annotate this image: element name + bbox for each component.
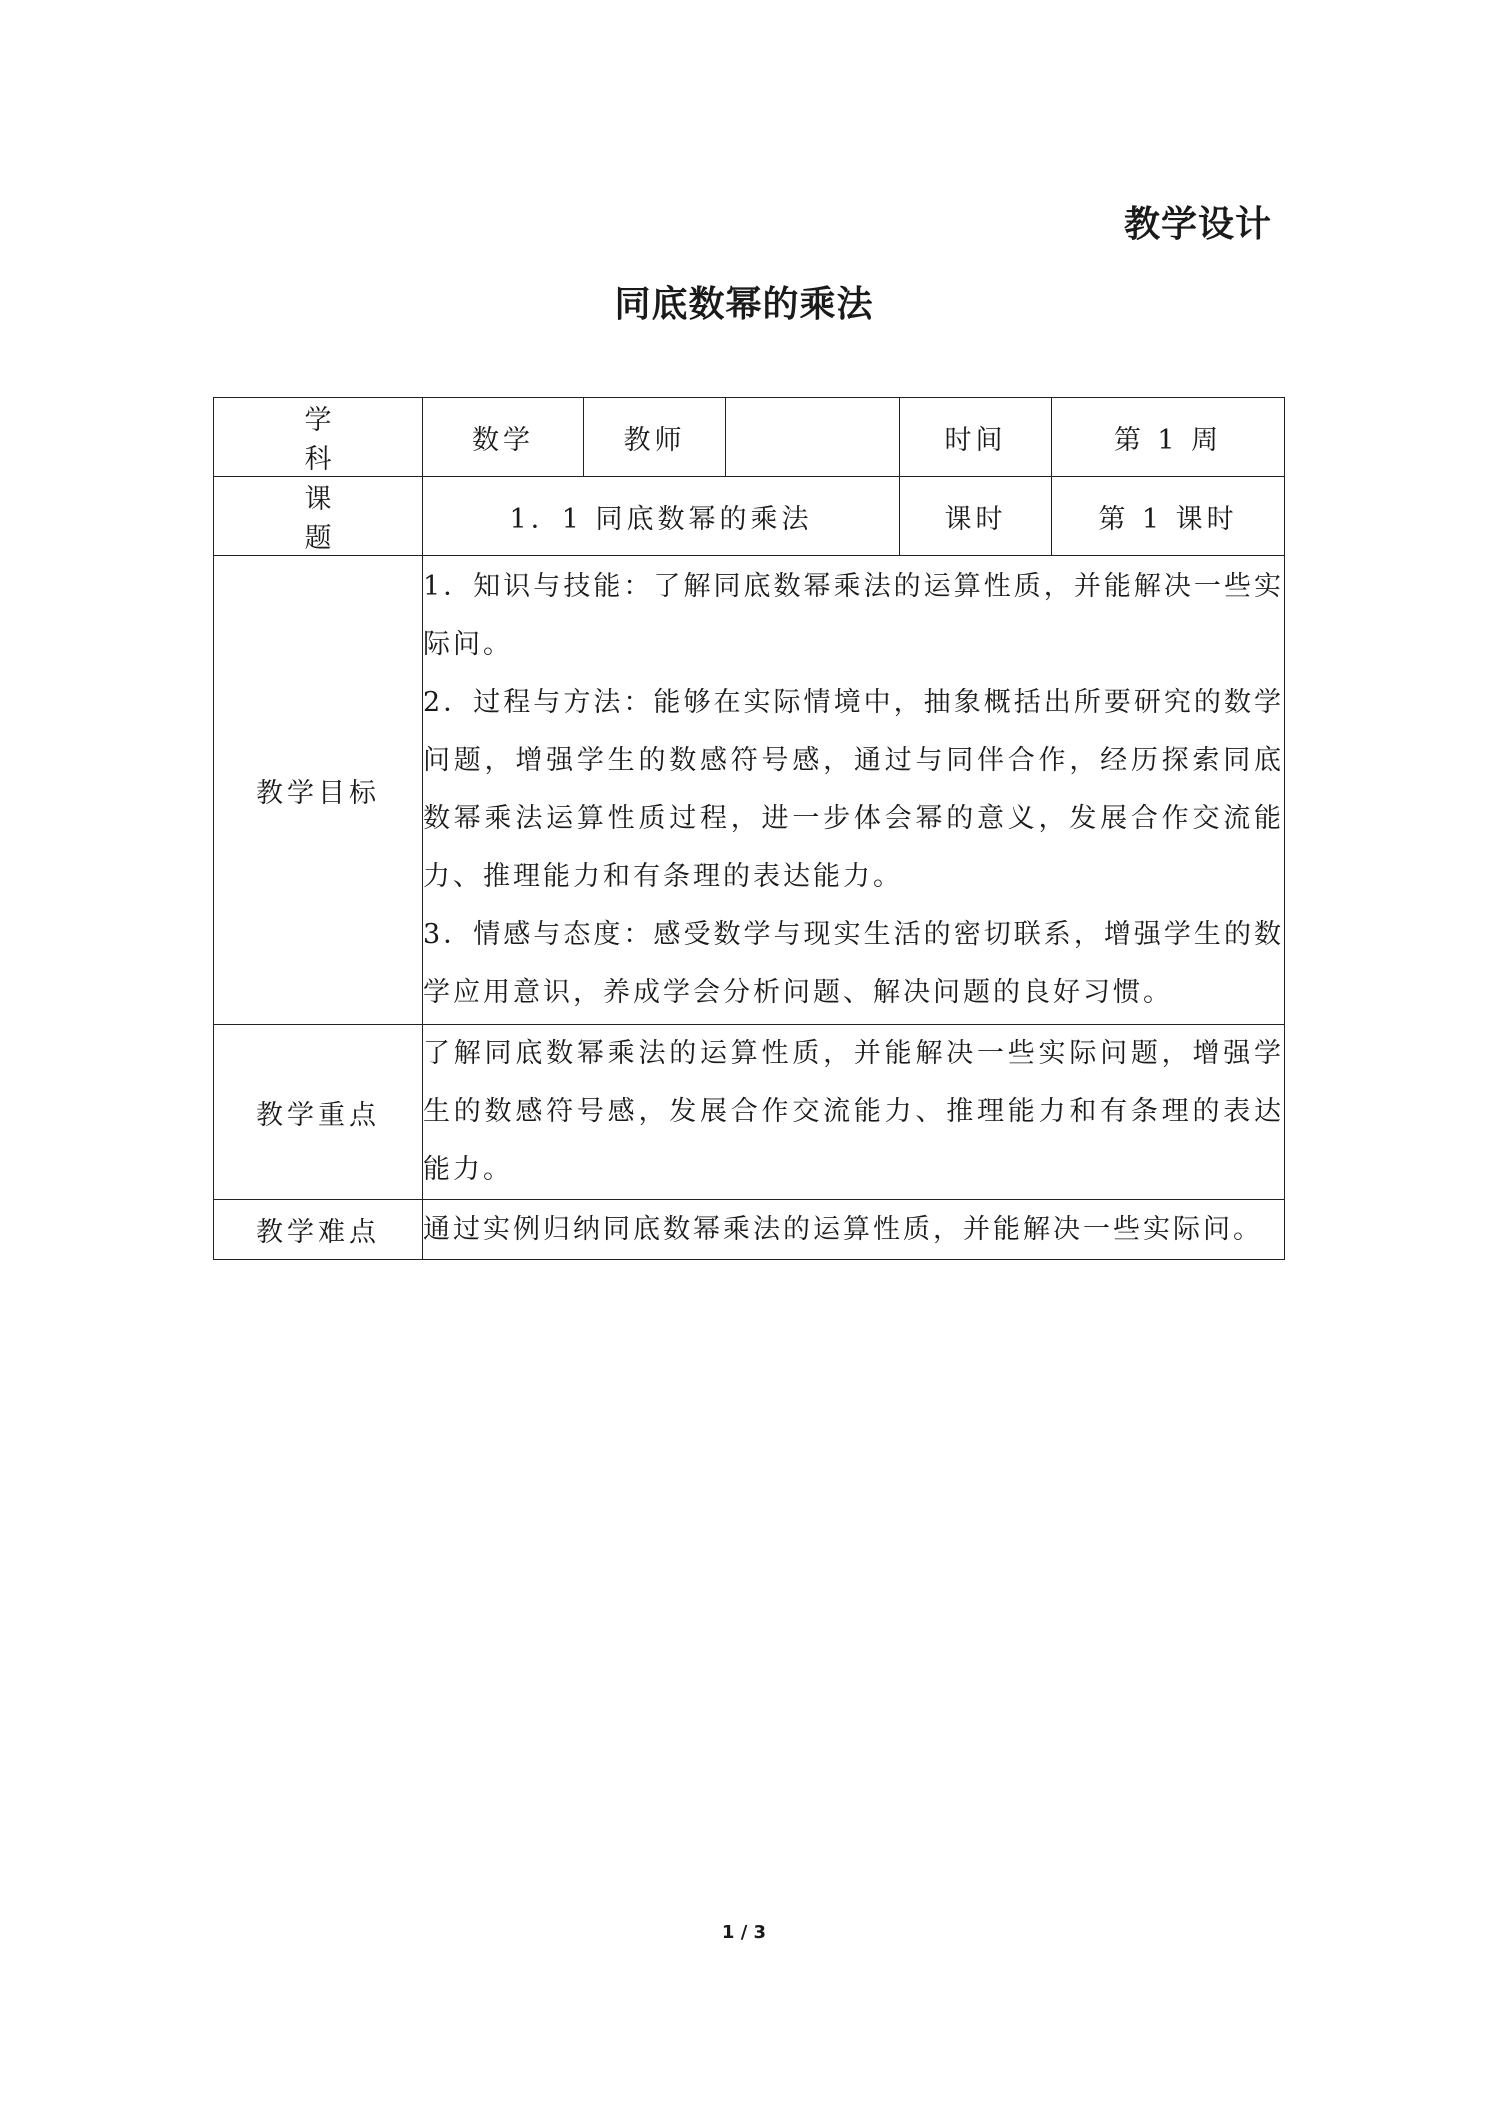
objectives-content	[423, 556, 1285, 1025]
table-row-key-points	[214, 1025, 1285, 1200]
time-label: 时间	[900, 398, 1052, 477]
page-number: 1 / 3	[721, 1922, 767, 1943]
page-title: 同底数幂的乘法	[614, 284, 874, 325]
subject-value: 数学	[423, 398, 584, 477]
teacher-label: 教师	[584, 398, 726, 477]
table-row-objectives	[214, 556, 1285, 1025]
table-row-difficulties	[214, 1200, 1285, 1260]
objective-item: 3．情感与态度：感受数学与现实生活的密切联系，增强学生的数学应用意识，养成学会分析问题、解决问题的良好习惯。	[423, 919, 1284, 1008]
teacher-value	[726, 398, 900, 477]
table-row-subject	[214, 398, 1285, 477]
objective-item: 1．知识与技能：了解同底数幂乘法的运算性质，并能解决一些实际问。	[423, 571, 1284, 660]
subject-label: 学 科	[214, 398, 423, 477]
key-points-label: 教学重点	[214, 1025, 423, 1200]
key-points-text: 了解同底数幂乘法的运算性质，并能解决一些实际问题，增强学生的数感符号感，发展合作交流能力、推理能力和有条理的表达能力。	[423, 1025, 1285, 1200]
period-value: 第 1 课时	[1052, 477, 1285, 556]
lesson-info-table	[213, 397, 1285, 1260]
time-value: 第 1 周	[1052, 398, 1285, 477]
objectives-label: 教学目标	[214, 556, 423, 1025]
objective-item: 2．过程与方法：能够在实际情境中，抽象概括出所要研究的数学问题，增强学生的数感符号感，通过与同伴合作，经历探索同底数幂乘法运算性质过程，进一步体会幂的意义，发展合作交流能力、推理能力和有条理的表达能力。	[423, 687, 1284, 892]
topic-label: 课 题	[214, 477, 423, 556]
table-row-topic	[214, 477, 1285, 556]
topic-value: 1．1 同底数幂的乘法	[423, 477, 900, 556]
document-type-heading: 教学设计	[1123, 204, 1272, 245]
difficulties-label: 教学难点	[214, 1200, 423, 1260]
difficulties-text: 通过实例归纳同底数幂乘法的运算性质，并能解决一些实际问。	[423, 1200, 1285, 1260]
period-label: 课时	[900, 477, 1052, 556]
